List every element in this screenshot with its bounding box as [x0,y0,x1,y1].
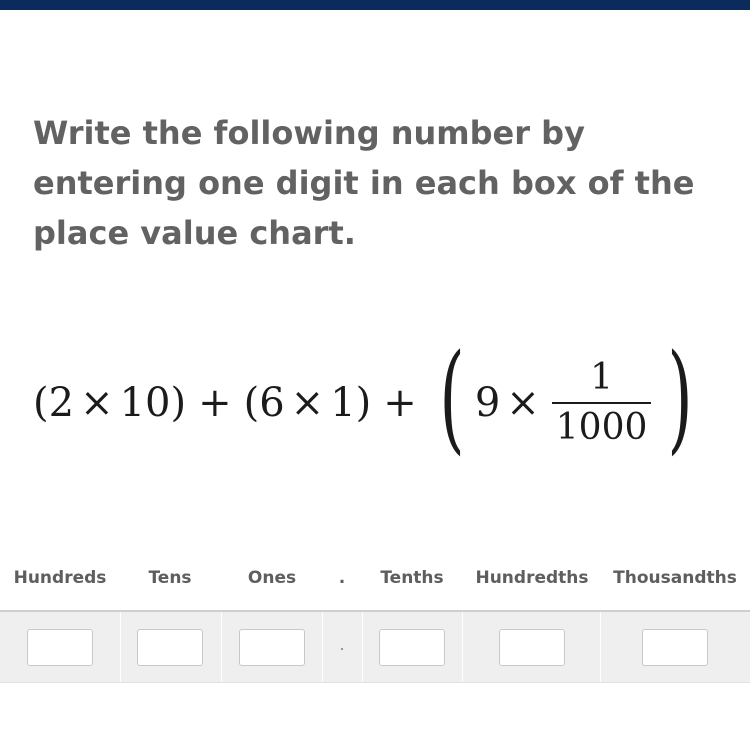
column-divider [221,612,222,682]
paren-close-2: ) [355,380,372,426]
hundreds-digit-input[interactable] [27,629,93,666]
term-2-place: 1 [330,380,356,426]
math-expression [33,328,703,468]
fraction-numerator: 1 [590,357,614,398]
paren-open-1: ( [33,380,49,426]
place-value-headers [0,560,750,596]
thousandths-digit-input[interactable] [642,629,708,666]
fraction [552,358,652,448]
column-divider [120,612,121,682]
header-hundreds: Hundreds [13,568,107,588]
place-value-input-row [0,610,750,683]
fraction-denominator: 1000 [555,407,648,448]
column-divider [322,612,323,682]
term-3-factor: 9 [474,380,501,426]
ones-digit-input[interactable] [239,629,305,666]
header-hundredths: Hundredths [475,568,589,588]
question-text: Write the following number by entering one digit in each box of the place value chart. [33,114,695,252]
tens-digit-input[interactable] [137,629,203,666]
header-thousandths: Thousandths [613,568,737,588]
column-divider [362,612,363,682]
top-bar [0,0,750,10]
header-decimal-point: . [338,568,346,588]
paren-close-1: ) [170,380,187,426]
paren-open-2: ( [243,380,260,426]
term-2-factor: 6 [259,380,285,426]
paren-open-3: ( [439,328,465,466]
column-divider [462,612,463,682]
column-divider [600,612,601,682]
times-symbol-1: × [80,380,114,426]
paren-close-3: ) [667,328,694,466]
term-1-factor: 2 [48,380,75,426]
decimal-point-mark [341,648,343,650]
header-ones: Ones [247,568,297,588]
times-symbol-2: × [290,380,325,426]
hundredths-digit-input[interactable] [499,629,565,666]
times-symbol-3: × [506,380,540,426]
header-tens: Tens [148,568,192,588]
plus-symbol-2: + [383,380,417,426]
term-1-place: 10 [119,380,171,426]
header-tenths: Tenths [380,568,444,588]
plus-symbol-1: + [198,380,232,426]
tenths-digit-input[interactable] [379,629,445,666]
